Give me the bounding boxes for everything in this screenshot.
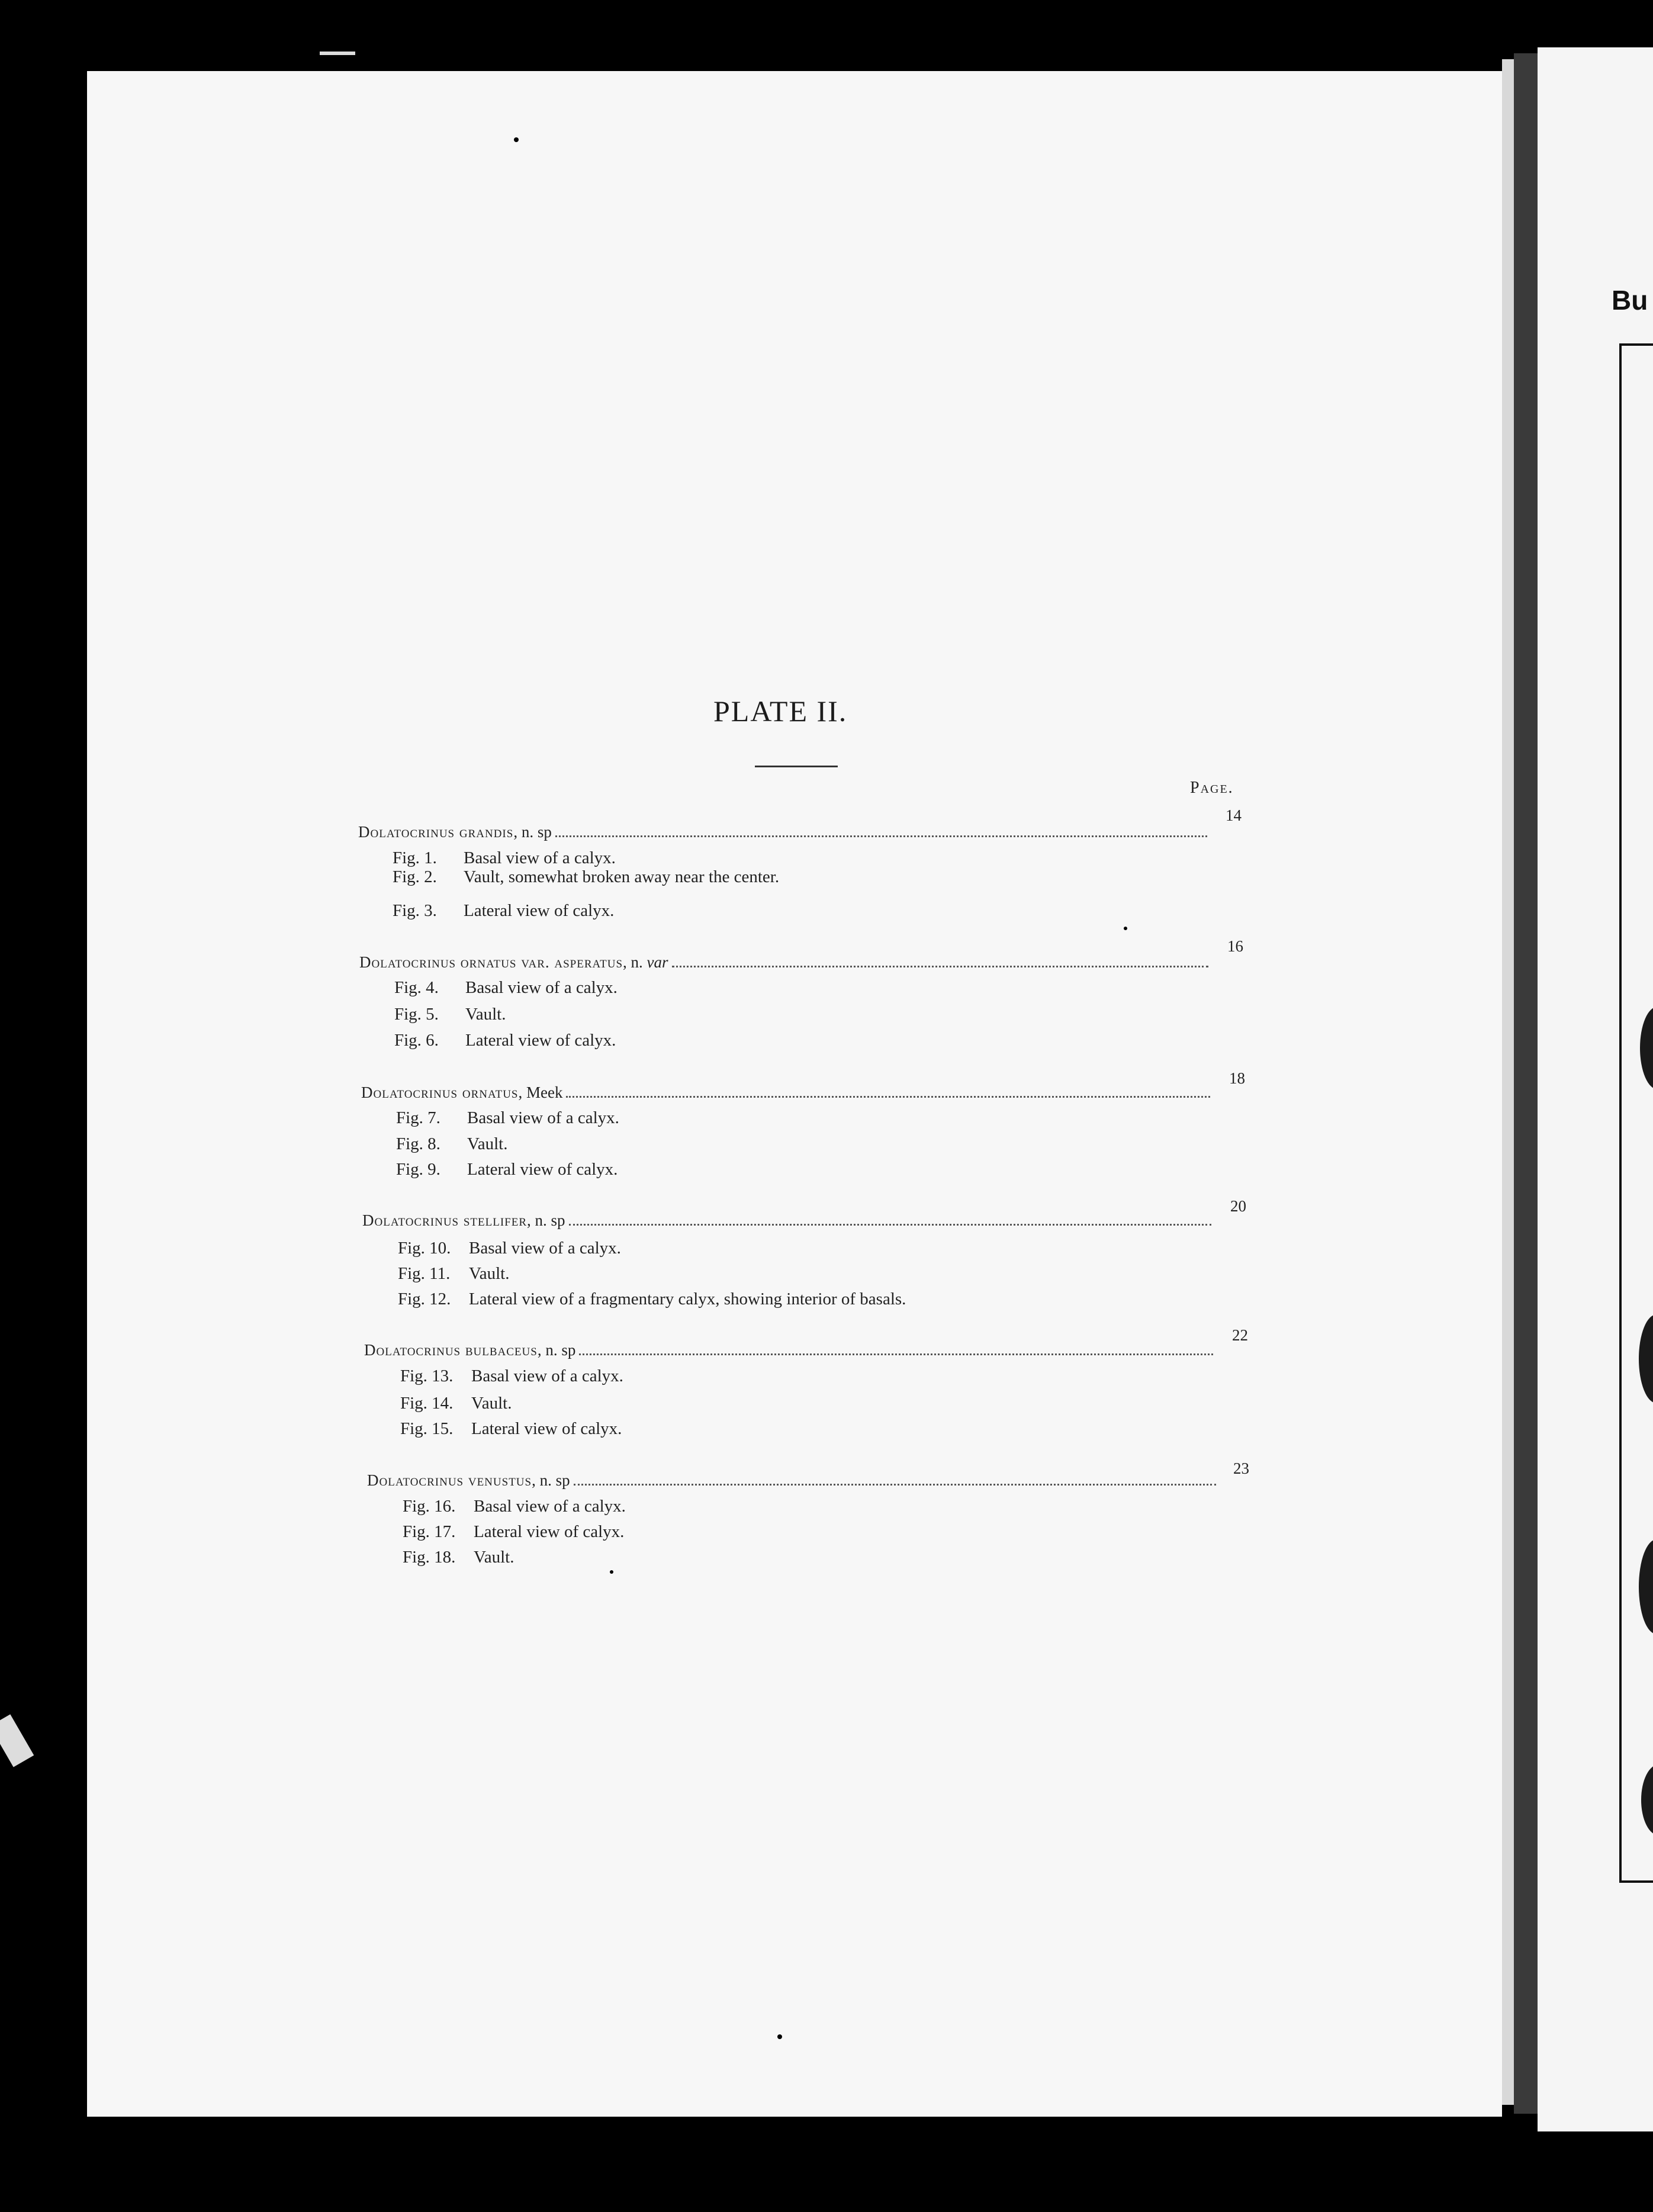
page-edge xyxy=(1502,59,1514,2105)
figure-caption xyxy=(400,1394,512,1413)
figure-number: Fig. 15. xyxy=(400,1419,454,1438)
figure-description: Lateral view of calyx. xyxy=(471,1419,622,1438)
scan-speck xyxy=(320,52,355,55)
figure-caption xyxy=(403,1497,626,1516)
entry-title-line xyxy=(362,1211,1215,1230)
dot-leader xyxy=(672,966,1208,967)
species-authority-text: , n. xyxy=(623,953,647,971)
dot-leader xyxy=(555,835,1207,837)
page-number: 23 xyxy=(1233,1459,1249,1477)
figure-caption xyxy=(393,848,616,868)
figure-number: Fig. 12. xyxy=(398,1290,451,1308)
figure-number: Fig. 4. xyxy=(394,978,439,997)
species-name: Dolatocrinus stellifer xyxy=(362,1211,528,1229)
figure-caption xyxy=(398,1239,621,1258)
dot-leader xyxy=(574,1484,1216,1486)
figure-description: Lateral view of calyx. xyxy=(467,1160,618,1179)
figure-description: Vault. xyxy=(474,1548,514,1567)
figure-number: Fig. 1. xyxy=(393,848,437,867)
figure-description: Vault. xyxy=(467,1134,508,1153)
figure-number: Fig. 9. xyxy=(396,1160,440,1179)
entry-title-line xyxy=(361,1084,1214,1102)
species-authority-italic: var xyxy=(647,953,668,971)
figure-description: Basal view of a calyx. xyxy=(467,1108,619,1127)
figure-caption xyxy=(403,1522,624,1542)
entry-title-line xyxy=(364,1341,1217,1359)
figure-description: Vault. xyxy=(465,1005,506,1024)
figure-number: Fig. 18. xyxy=(403,1548,456,1567)
figure-description: Basal view of a calyx. xyxy=(469,1239,621,1258)
figure-caption xyxy=(396,1134,507,1154)
figure-description: Basal view of a calyx. xyxy=(474,1497,626,1516)
figure-number: Fig. 6. xyxy=(394,1031,439,1050)
species-name: Dolatocrinus venustus xyxy=(367,1471,532,1489)
title-rule xyxy=(755,766,838,767)
figure-number: Fig. 14. xyxy=(400,1394,454,1413)
figure-number: Fig. 5. xyxy=(394,1005,439,1024)
scan-speck xyxy=(610,1570,613,1574)
species-name: Dolatocrinus ornatus xyxy=(361,1084,519,1101)
figure-caption xyxy=(396,1160,618,1179)
figure-caption xyxy=(393,867,779,887)
scan-speck xyxy=(514,137,519,142)
dot-leader xyxy=(579,1353,1213,1355)
figure-caption xyxy=(393,901,614,921)
entry-title-line xyxy=(367,1471,1220,1490)
species-authority: , n. sp xyxy=(537,1341,576,1359)
figure-caption xyxy=(400,1367,623,1386)
plate-title: PLATE II. xyxy=(713,695,848,728)
adjacent-page-header: Bu xyxy=(1612,285,1648,316)
figure-number: Fig. 17. xyxy=(403,1522,456,1541)
figure-description: Lateral view of a fragmentary calyx, showing interior of basals. xyxy=(469,1290,906,1308)
figure-number: Fig. 8. xyxy=(396,1134,440,1153)
species-authority: , n. sp xyxy=(513,823,552,841)
book-gutter xyxy=(1514,53,1538,2114)
species-authority: , n. sp xyxy=(527,1211,565,1229)
species-authority: , Meek xyxy=(518,1084,563,1101)
entry-title-line xyxy=(359,953,1212,972)
figure-caption xyxy=(394,1031,616,1050)
entry-title-line xyxy=(358,823,1211,841)
figure-description: Lateral view of calyx. xyxy=(474,1522,625,1541)
scan-speck xyxy=(1124,927,1127,930)
figure-caption xyxy=(403,1548,514,1567)
scan-speck xyxy=(0,1714,34,1767)
figure-number: Fig. 3. xyxy=(393,901,437,920)
dot-leader xyxy=(566,1096,1210,1098)
figure-number: Fig. 10. xyxy=(398,1239,451,1258)
figure-caption xyxy=(394,978,618,998)
figure-caption xyxy=(396,1108,619,1128)
figure-description: Vault. xyxy=(471,1394,512,1413)
page-number: 22 xyxy=(1232,1326,1248,1344)
figure-description: Lateral view of calyx. xyxy=(465,1031,616,1050)
page-number: 20 xyxy=(1230,1197,1246,1215)
figure-number: Fig. 13. xyxy=(400,1367,454,1385)
adjacent-page-frame xyxy=(1619,343,1653,1883)
figure-description: Basal view of a calyx. xyxy=(465,978,618,997)
figure-description: Vault. xyxy=(469,1264,510,1283)
figure-description: Vault, somewhat broken away near the center. xyxy=(464,867,780,886)
figure-description: Basal view of a calyx. xyxy=(464,848,616,867)
species-authority xyxy=(623,953,668,972)
species-name: Dolatocrinus bulbaceus xyxy=(364,1341,538,1359)
figure-number: Fig. 2. xyxy=(393,867,437,886)
figure-caption xyxy=(398,1290,906,1309)
figure-description: Lateral view of calyx. xyxy=(464,901,615,920)
figure-number: Fig. 16. xyxy=(403,1497,456,1516)
figure-caption xyxy=(398,1264,509,1284)
figure-caption xyxy=(400,1419,622,1439)
species-name: Dolatocrinus grandis xyxy=(358,823,514,841)
scan-speck xyxy=(777,2034,782,2039)
species-authority: , n. sp xyxy=(532,1471,570,1489)
dot-leader xyxy=(569,1224,1211,1226)
page-number: 16 xyxy=(1227,937,1243,955)
page-column-heading: Page. xyxy=(1190,779,1234,797)
page-number: 18 xyxy=(1229,1069,1245,1087)
page-number: 14 xyxy=(1226,806,1242,824)
species-name: Dolatocrinus ornatus var. asperatus xyxy=(359,953,623,971)
figure-number: Fig. 11. xyxy=(398,1264,451,1283)
figure-caption xyxy=(394,1005,506,1024)
figure-number: Fig. 7. xyxy=(396,1108,440,1127)
figure-description: Basal view of a calyx. xyxy=(471,1367,623,1385)
